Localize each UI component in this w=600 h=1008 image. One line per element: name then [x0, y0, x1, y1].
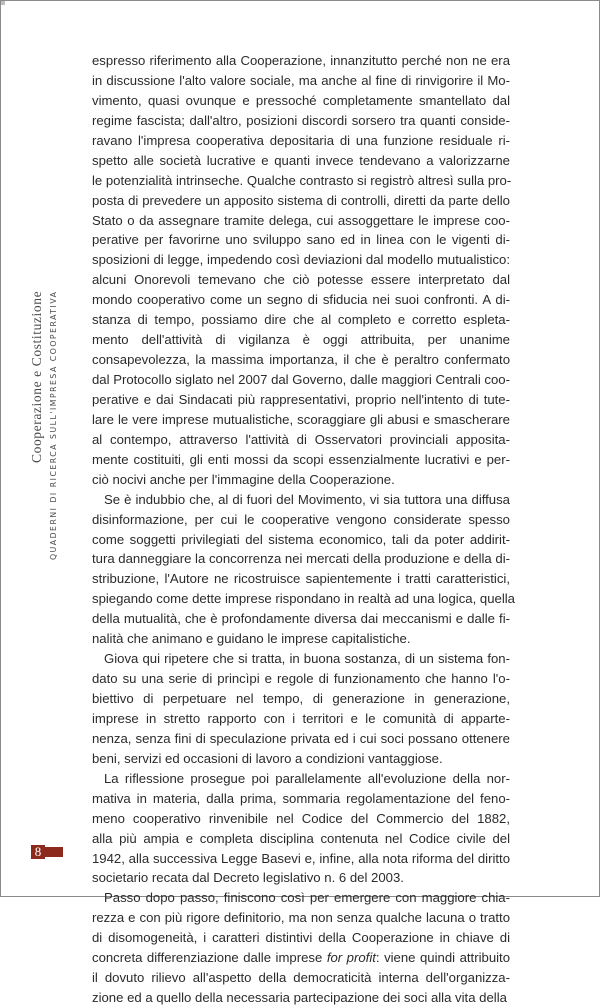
text-line: Passo dopo passo, finiscono così per emergere con maggiore chia-	[104, 890, 510, 906]
body-text	[92, 51, 515, 1008]
scan-corner-mark	[1, 1, 5, 5]
text-line: spetto alle società lucrative e quanti invece tendevano a valorizzarne	[92, 152, 510, 168]
text-line: al contempo, attraverso l'attività di Osservatori provinciali apposita-	[92, 431, 510, 447]
text-line: consapevolezza, la massima importanza, il che è peraltro confermato	[92, 352, 510, 368]
text-line: rezza e con più rigore definitorio, ma non senza qualche lacuna o tratto	[92, 910, 510, 926]
text-line: perative per favorirne uno sviluppo sano ed in linea con le vigenti di-	[92, 232, 510, 248]
text-line: espresso riferimento alla Cooperazione, innanzitutto perché non ne era	[92, 53, 510, 68]
text-line: sposizioni di legge, impedendo così deviazioni dal modello mutualistico:	[92, 252, 510, 268]
series-title: Cooperazione e Costituzione	[29, 291, 44, 464]
text-line: le potenzialità intrinseche. Qualche contrasto si registrò altresì sulla pro-	[92, 172, 512, 188]
text-line: posta di prevedere un apposito sistema di controlli, diretti da parte dello	[92, 192, 510, 208]
text-line: come soggetti privilegiati del sistema economico, tali da poter addirit-	[92, 531, 510, 547]
text-line: nenza, senza fini di speculazione privata ed i cui soci possano ottenere	[92, 730, 510, 746]
text-line: imprese in stretto rapporto con i territori e le comunità di apparte-	[92, 710, 510, 726]
text-line: nalità che animano e guidano le imprese capitalistiche.	[92, 631, 411, 647]
text-line: di disomogeneità, i caratteri distintivi della Cooperazione in chiave di	[92, 930, 510, 946]
side-running-head	[29, 291, 73, 851]
paragraph	[92, 51, 510, 490]
text-line: stribuzione, l'Autore ne ricostruisce sapientemente i tratti caratteristici,	[92, 571, 510, 587]
text-line: mativa in materia, dalla prima, sommaria regolamentazione del feno-	[92, 790, 510, 806]
text-line: ciò nocivi anche per l'immagine della Cooperazione.	[92, 471, 395, 487]
text-line: della mutualità, che è profondamente diversa dai meccanismi e dalle fi-	[92, 611, 510, 627]
text-line: 1942, alla successiva Legge Basevi e, infine, alla nota riforma del diritto	[92, 850, 510, 866]
text-line: beni, servizi ed occasioni di lavoro a condizioni vantaggiose.	[92, 750, 443, 766]
text-line: ravano l'impresa cooperativa depositaria di una funzione residuale ri-	[92, 132, 510, 148]
page-number-bar	[45, 847, 63, 857]
text-line: perative e dai Sindacati più rappresentativi, proprio nell'intento di tute-	[92, 391, 510, 407]
text-line: Se è indubbio che, al di fuori del Movimento, vi sia tuttora una diffusa	[104, 491, 510, 507]
text-line: mente costituiti, gli enti mossi da scopi essenzialmente lucrativi e per-	[92, 451, 510, 467]
paragraph	[92, 888, 510, 1008]
text-line: vimento, quasi ovunque e pressoché completamente smantellato dal	[92, 92, 510, 108]
text-line: in discussione l'alto valore sociale, ma anche al fine di rinvigorire il Mo-	[92, 72, 510, 88]
text-line: stanza di tempo, possiamo dire che al completo e corretto espleta-	[92, 312, 510, 328]
text-line: La riflessione prosegue poi parallelamente all'evoluzione della nor-	[104, 770, 510, 786]
text-line: lare le vere imprese mutualistiche, scoraggiare gli abusi e smascherare	[92, 411, 510, 427]
text-line: Giova qui ripetere che si tratta, in buona sostanza, di un sistema fon-	[104, 651, 510, 667]
text-line: tura danneggiare la concorrenza nei mercati della produzione e della di-	[92, 551, 510, 567]
text-line: alcuni Onorevoli temevano che ciò potesse essere interpretato dal	[92, 272, 510, 288]
text-line: mondo cooperativo come un segno di sfiducia nei suoi confronti. A di-	[92, 292, 510, 308]
series-subtitle: QUADERNI DI RICERCA SULL'IMPRESA COOPERATIVA	[49, 291, 58, 561]
text-line: Stato o da assegnare tramite delega, cui assoggettare le imprese coo-	[92, 212, 510, 228]
page-number: 8	[34, 844, 42, 859]
text-line: mento dell'attività di vigilanza è oggi attribuita, per unanime	[92, 332, 510, 348]
text-line: spiegando come dette imprese rispondano in realtà ad una logica, quella	[92, 591, 515, 607]
text-line: alla più ampia e completa disciplina contenuta nel Codice civile del	[92, 830, 510, 846]
text-line: biettivo di perpetuare nel tempo, di generazione in generazione,	[92, 691, 510, 706]
text-line: dal Protocollo siglato nel 2007 dal Governo, dalle maggiori Centrali coo-	[92, 372, 510, 387]
text-line: concreta differenziazione dalle imprese for profit: viene quindi attribuito	[92, 950, 510, 966]
text-line: il dovuto rilievo all'aspetto della democraticità interna dell'organizza-	[92, 970, 510, 986]
paragraph	[92, 649, 510, 769]
text-line: disinformazione, per cui le cooperative vengono considerate spesso	[92, 511, 510, 527]
paragraph	[92, 769, 510, 889]
paragraph	[92, 490, 515, 650]
text-line: meno cooperativo rinvenibile nel Codice del Commercio del 1882,	[92, 810, 510, 826]
text-line: regime fascista; dall'altro, posizioni discordi sorsero tra quanti conside-	[92, 112, 510, 128]
text-line: zione ed a quello della necessaria partecipazione dei soci alla vita della	[92, 990, 507, 1006]
text-line: societario recata dal Decreto legislativo n. 6 del 2003.	[92, 870, 404, 886]
text-line: dato su una serie di princìpi e regole di funzionamento che hanno l'o-	[92, 671, 510, 687]
